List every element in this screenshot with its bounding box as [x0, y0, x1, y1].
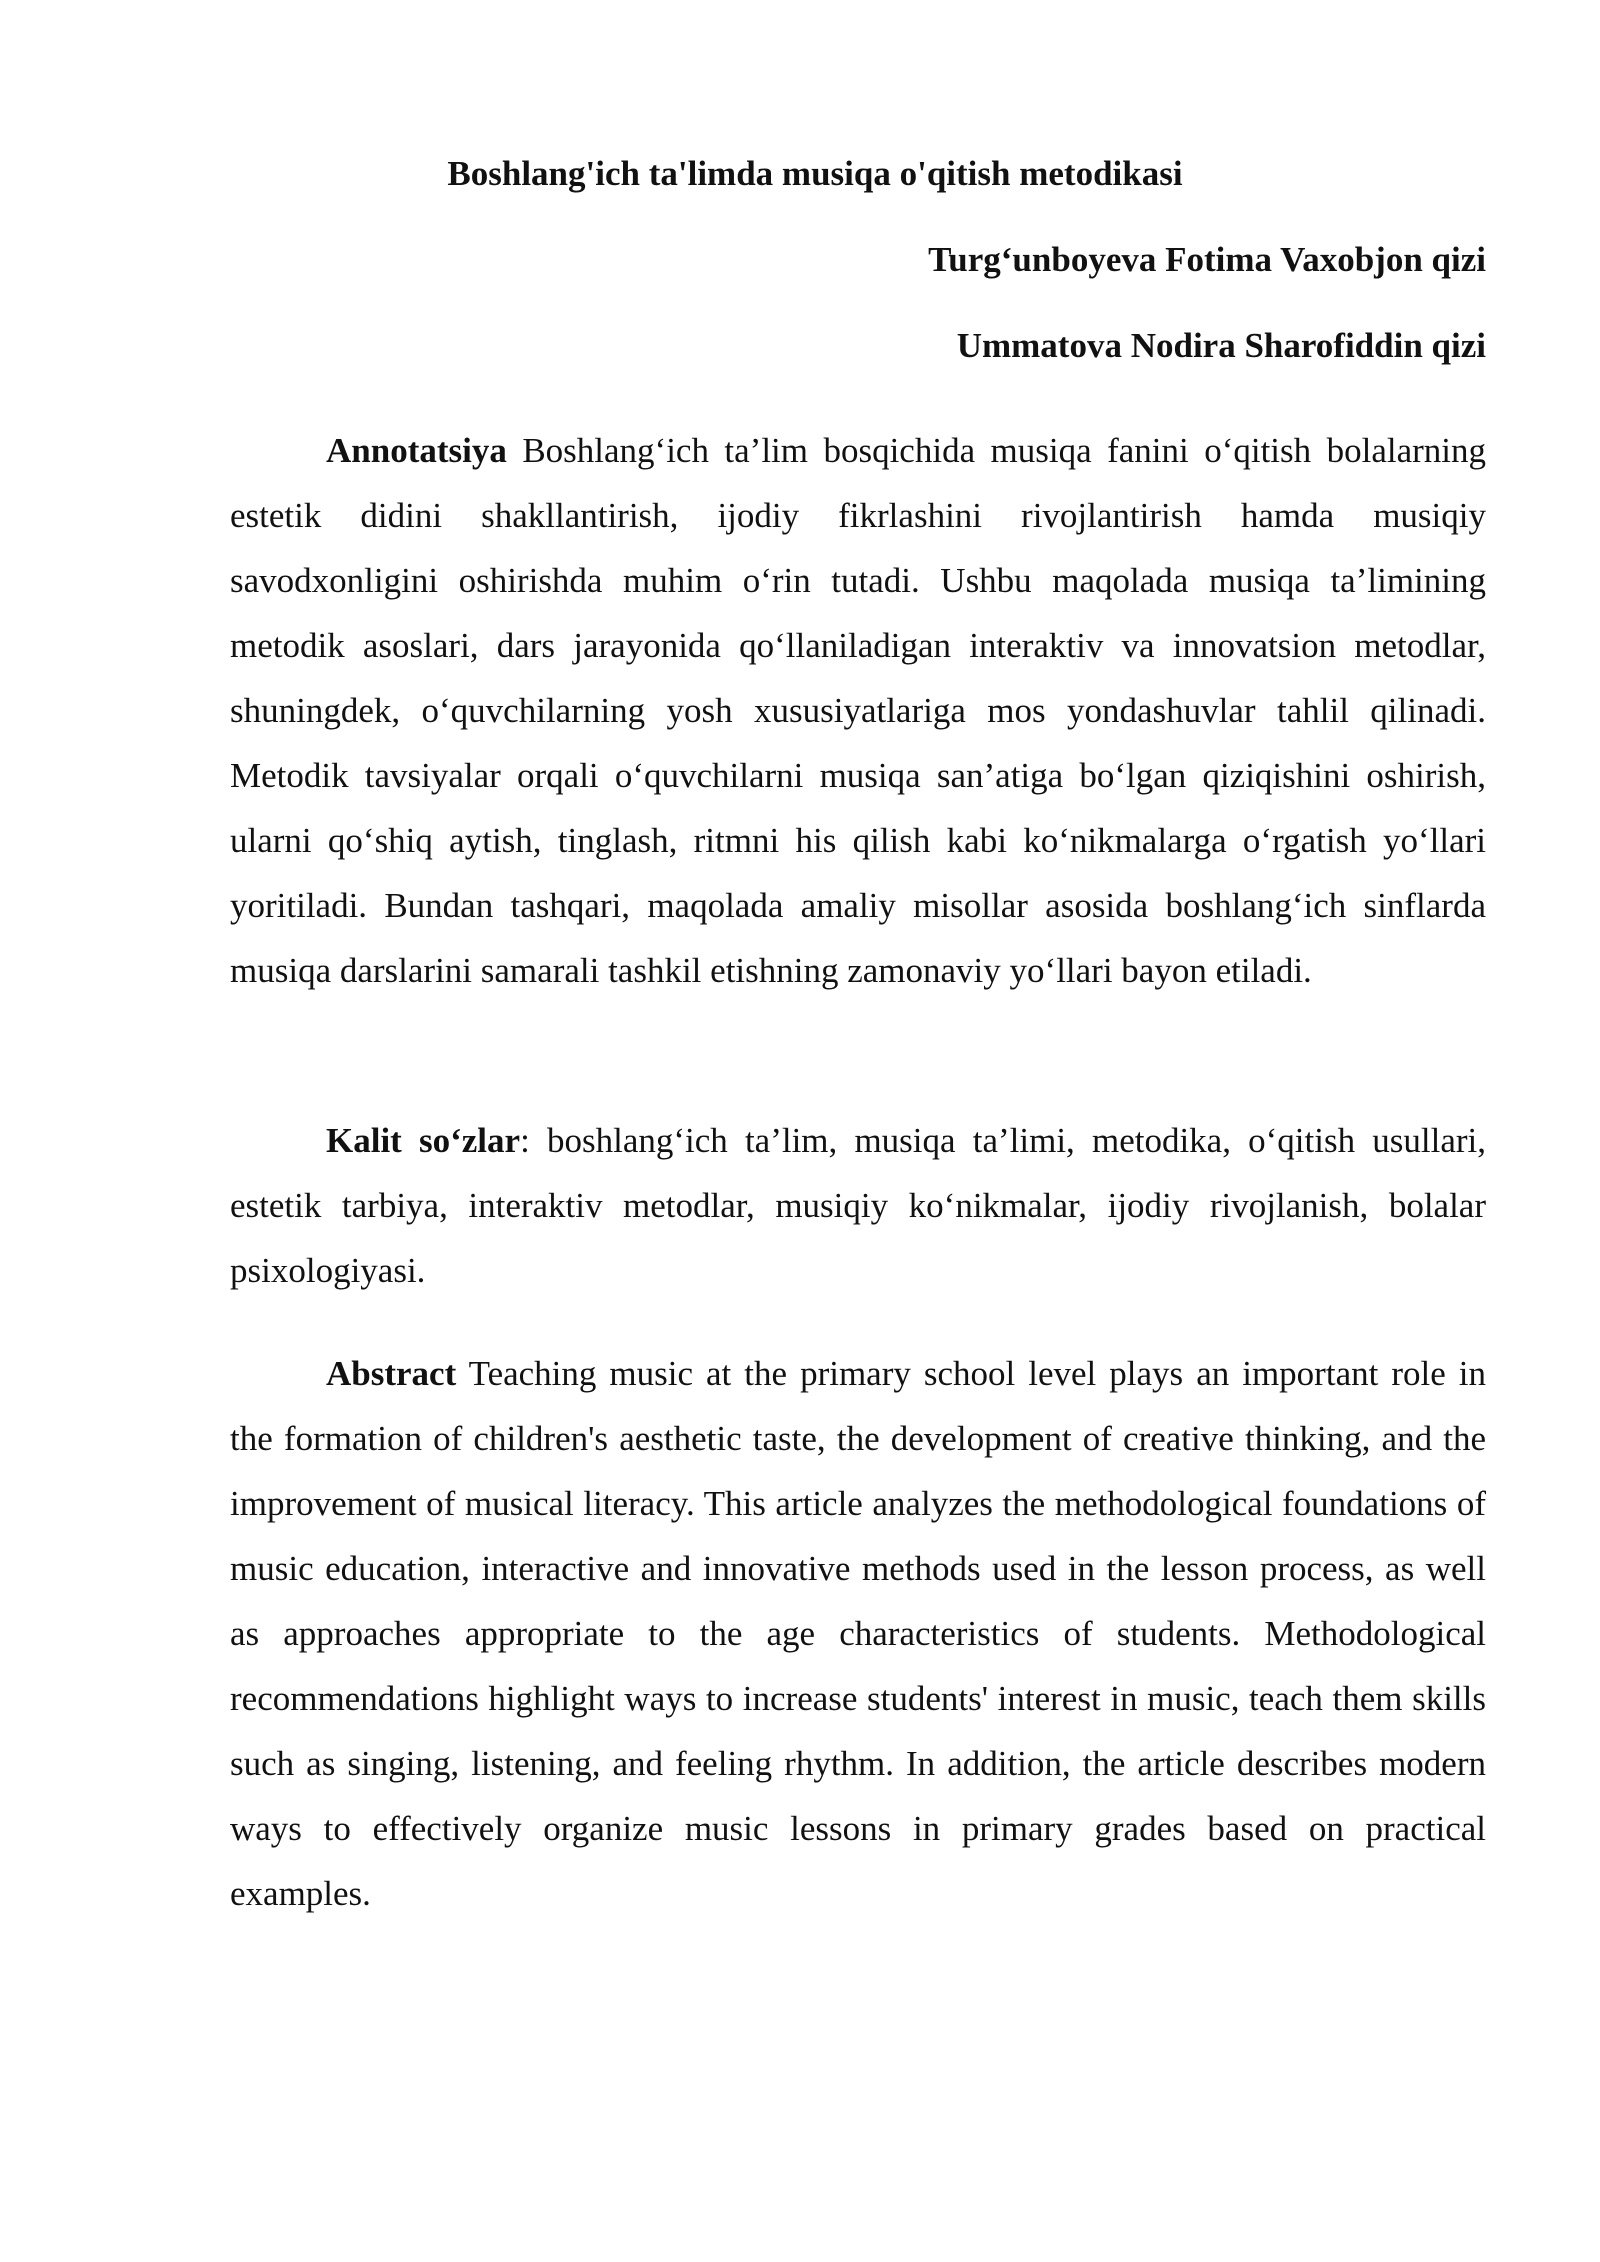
- keywords-text: : boshlang‘ich ta’lim, musiqa ta’limi, metodika, o‘qitish usullari, estetik tarbiya, interaktiv metodlar, musiqiy ko‘nikmalar, ijodiy rivojlanish, bolalar psixologiyasi.: [230, 1121, 1486, 1290]
- abstract-paragraph: [230, 1341, 1486, 1926]
- author-1: Turg‘unboyeva Fotima Vaxobjon qizi: [928, 240, 1486, 279]
- annotation-label: Annotatsiya: [326, 431, 507, 470]
- annotation-text: Boshlang‘ich ta’lim bosqichida musiqa fanini o‘qitish bolalarning estetik didini shakllantirish, ijodiy fikrlashini rivojlantirish hamda musiqiy savodxonligini oshirishda muhim o‘rin tutadi. Ushbu maqolada musiqa ta’limining metodik asoslari, dars jarayonida qo‘llaniladigan interaktiv va innovatsion metodlar, shuningdek, o‘quvchilarning yosh xususiyatlariga mos yondashuvlar tahlil qilinadi. Metodik tavsiyalar orqali o‘quvchilarni musiqa san’atiga bo‘lgan qiziqishini oshirish, ularni qo‘shiq aytish, tinglash, ritmni his qilish kabi ko‘nikmalarga o‘rgatish yo‘llari yoritiladi. Bundan tashqari, maqolada amaliy misollar asosida boshlang‘ich sinflarda musiqa darslarini samarali tashkil etishning zamonaviy yo‘llari bayon etiladi.: [230, 431, 1486, 990]
- keywords-label: Kalit so‘zlar: [326, 1121, 521, 1160]
- abstract-label: Abstract: [326, 1354, 457, 1393]
- author-2: Ummatova Nodira Sharofiddin qizi: [956, 326, 1486, 365]
- abstract-text: Teaching music at the primary school level plays an important role in the formation of children's aesthetic taste, the development of creative thinking, and the improvement of musical literacy. This article analyzes the methodological foundations of music education, interactive and innovative methods used in the lesson process, as well as approaches appropriate to the age characteristics of students. Methodological recommendations highlight ways to increase students' interest in music, teach them skills such as singing, listening, and feeling rhythm. In addition, the article describes modern ways to effectively organize music lessons in primary grades based on practical examples.: [230, 1354, 1486, 1913]
- paper-title: Boshlang'ich ta'limda musiqa o'qitish metodikasi: [447, 154, 1183, 193]
- keywords-paragraph: [230, 1108, 1486, 1303]
- annotation-paragraph: [230, 418, 1486, 1003]
